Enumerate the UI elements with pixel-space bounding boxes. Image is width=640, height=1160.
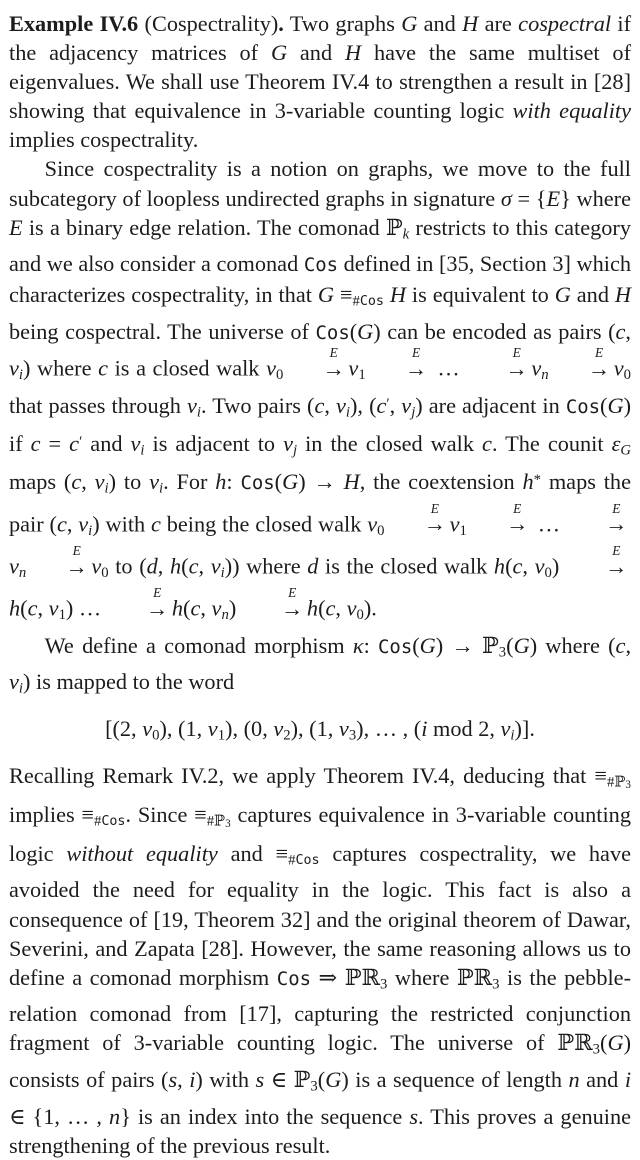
text-run: j [292,442,298,459]
edge-labeled-arrow-icon: E → [605,500,628,537]
text-run: ) to [108,469,150,495]
text-run: (Cospectrality) [144,11,279,36]
text-run: , [157,553,170,579]
text-run: c [56,511,67,537]
text-run: ε [611,431,621,457]
text-run: ( [349,319,358,344]
text-run: ℙ [614,773,626,791]
text-run: ) where [23,355,99,381]
text-run: v [273,715,284,741]
text-run: ). [363,596,377,622]
text-run: v [346,596,357,622]
text-run: v [142,715,153,741]
text-run: ℙ [293,1067,311,1094]
edge-labeled-arrow-icon: E → [281,585,304,622]
text-run: Example IV.6 [9,11,145,36]
text-run: c [71,469,82,495]
edge-labeled-arrow-icon: E → [146,585,169,622]
text-run: v [210,553,221,579]
text-run: , [625,319,631,344]
text-run: v [94,469,105,495]
text-run: c [314,393,325,419]
text-run: v [9,553,19,579]
text-run: 2 [283,727,291,744]
text-run: ), (1, [159,715,208,741]
text-run: 0 [275,367,284,384]
text-run: defined in [35, Section 3] which characterizes cospectrality, in that [9,251,632,308]
text-run: , [81,469,95,495]
text-run: v [266,355,276,381]
text-run: where [387,964,457,990]
text-run: i [624,1067,632,1093]
text-run: implies cospectrality. [9,127,199,153]
text-run: ( [506,632,514,658]
text-run: and [417,11,463,36]
text-run: G [317,282,334,308]
text-run: ), … , ( [356,715,422,741]
text-run: v [449,511,460,537]
text-run: 0 [544,565,552,582]
text-run: is equivalent to [405,282,555,308]
text-run: H [344,40,362,66]
text-run: 1 [358,367,366,384]
text-run: c [98,355,108,381]
text-run: Cos [303,254,339,277]
text-run: G [620,442,631,459]
text-run: ) where ( [529,632,616,658]
text-run: )) where [224,553,308,579]
text-run: that passes through [9,393,187,419]
text-run: ) [551,553,566,579]
text-run: and [82,431,131,457]
text-run: h [306,596,319,622]
text-run: 0 [101,565,109,582]
text-run: s [168,1067,178,1093]
edge-labeled-arrow-icon: E → [505,345,528,381]
text-run: c [27,596,38,622]
text-run: if the adjacency matrices of [9,11,632,66]
text-run: h [9,596,21,622]
text-run: * [533,471,542,488]
text-run: being the closed walk [160,511,368,537]
text-run: Cos [565,396,601,419]
word-mapping-equation [9,714,631,751]
text-run: E [9,214,23,240]
text-run: h [170,553,182,579]
text-run: )]. [514,715,535,741]
text-run: : [363,632,379,658]
text-run: Cos [359,294,384,310]
text-run: ( [274,469,283,495]
text-run: 3 [625,778,631,791]
text-run: n [541,367,549,384]
text-run: c [30,431,41,457]
text-run: 1 [217,727,226,744]
text-run: G [554,282,571,308]
text-run: ′ [386,396,390,413]
text-run: i [18,680,23,697]
text-run: h [171,596,184,622]
text-run: ( [600,393,608,419]
text-run: maps the pair ( [9,469,631,537]
text-run: implies ≡ [9,801,94,827]
text-run: 1 [459,522,467,539]
text-run: ℙℝ [456,964,493,991]
text-run: . The counit [491,431,612,457]
text-run: is the pebble-relation comonad from [17], capturing the restricted conjunction fragment of 3-variable counting logic. The universe of [9,964,631,1056]
text-run: ′ [79,434,83,451]
text-run: 1 [58,607,66,624]
text-run: v [367,511,378,537]
comonad-morphism-paragraph [9,631,631,704]
text-run: # [93,813,102,830]
text-run: Since cospectrality is a notion on graphs, we move to the full subcategory of loopless undirected graphs in signature [9,156,631,211]
edge-labeled-arrow-icon: E → [423,500,446,537]
text-run: h [522,469,534,495]
text-run: . Since ≡ [125,801,207,827]
text-run: v [500,715,511,741]
text-run: ) consists of pairs ( [9,1030,631,1093]
text-run: , [335,596,347,622]
text-run: Cos [101,813,126,829]
text-run: c [151,511,161,537]
text-run: c [188,553,199,579]
text-run: , [198,553,211,579]
text-run: # [206,813,215,830]
text-run: : [226,469,241,495]
text-run: ⇒ [311,964,345,990]
text-run: v [534,553,545,579]
text-run: Cos [295,853,320,868]
text-run: = [40,431,70,457]
text-run: ), (0, [225,715,274,741]
text-run: without equality [66,840,218,866]
edge-labeled-arrow-icon: E → [65,543,88,579]
text-run: maps ( [9,469,72,495]
text-run: 3 [348,727,357,744]
text-run: Recalling Remark IV.2, we apply Theorem IV.4, deducing that ≡ [9,762,607,788]
text-run: # [607,774,615,791]
text-run: 0 [377,522,385,539]
cospectrality-discussion-paragraph [9,154,631,630]
text-run: v [211,596,222,622]
text-run: ( [317,1067,326,1093]
text-run: Cos [315,322,350,344]
text-run: v [9,669,19,695]
text-run: is adjacent to [144,431,284,457]
text-run: c [615,319,626,344]
text-run: to ( [108,553,147,579]
text-run: v [78,511,89,537]
text-run: is a closed walk [108,355,267,381]
example-heading-paragraph [9,9,631,154]
text-run: in the closed walk [297,431,483,457]
text-run: with equality [512,98,631,124]
edge-labeled-arrow-icon: E → [506,500,529,537]
text-run: We define a comonad morphism [44,632,353,658]
text-run: ) → [435,632,483,658]
text-run: G [270,40,288,66]
text-run: i [88,522,93,539]
text-run: 3 [492,976,500,993]
text-run: Cos [378,635,413,658]
text-run: } where [560,185,632,211]
text-run: Cos [240,472,275,495]
text-run: ) is mapped to the word [23,669,235,695]
text-run: G [325,1067,342,1093]
text-run: v [348,355,359,381]
text-run: H [614,282,632,308]
text-run: mod 2, [427,715,501,741]
text-run: and [287,40,345,66]
text-run: G [513,632,530,658]
text-run: , [389,393,402,419]
text-run: 0 [356,607,364,624]
text-run: c [190,596,201,622]
text-run: ≡ [333,282,353,308]
text-run: j [411,405,416,422]
text-run: cospectral [518,11,612,36]
text-run: ℙ [385,214,403,241]
text-run: h [215,469,227,495]
text-run: E [546,185,561,211]
text-run: Two graphs [283,11,402,36]
text-run: ), (1, [290,715,339,741]
text-run: , [522,553,535,579]
text-run: i [158,480,164,497]
text-run: ) can be encoded as pairs ( [373,319,616,344]
text-run: n [109,1103,121,1129]
conclusion-paragraph [9,761,631,1160]
text-run: s [255,1067,265,1093]
text-run: 0 [623,367,631,384]
text-run: . This proves a genuine strengthening of the previous result. [9,1103,631,1158]
text-run: G [401,11,418,36]
text-run: n [221,607,229,624]
text-run: c [482,431,492,457]
text-run: } is an index into the sequence [120,1103,410,1129]
text-run: and [570,282,615,308]
text-run: ) … [65,596,107,622]
text-run: have the same multiset of eigenvalues. We shall use Theorem IV.4 to strengthen a result in [28] showing that equivalence in 3-variable counting logic [9,40,631,124]
text-run: 0 [152,727,160,744]
text-run: ℙℝ [344,964,381,991]
text-run: h [493,553,506,579]
text-run: n [18,565,27,582]
text-run: ( [183,596,191,622]
text-run: ) → [298,469,344,495]
text-run: σ [500,185,512,211]
text-run: ) are adjacent in [415,393,566,419]
text-run: , the coextension [359,469,523,495]
text-run: ( [505,553,513,579]
text-run: 3 [225,817,231,830]
text-run: s [409,1103,419,1129]
text-run: , [177,1067,190,1093]
text-run: is a binary edge relation. The comonad [22,214,386,240]
text-run: ( [181,553,189,579]
text-run: κ [352,632,364,658]
text-run: captures equivalence in 3-variable counting logic [9,801,631,866]
text-run: [(2, [105,715,143,741]
text-run: i [189,1067,196,1093]
text-run: ) with [92,511,152,537]
text-run: being cospectral. The universe of [9,319,316,344]
text-run: c [512,553,523,579]
text-run: ℙℝ [557,1030,593,1057]
text-run: n [568,1067,580,1093]
text-run: ∈ [264,1067,294,1093]
text-run: i [104,480,109,497]
text-run: is the closed walk [318,553,494,579]
document-body [9,9,631,1160]
text-run: v [613,355,624,381]
text-run: ℙ [482,632,499,659]
text-run: ( [600,1030,608,1056]
text-run: Cos [276,967,312,990]
text-run: v [9,355,19,381]
text-run: H [389,282,406,308]
text-run: G [282,469,299,495]
text-run: v [401,393,412,419]
text-run: , [625,632,632,658]
text-run: c [376,393,387,419]
text-run: v [207,715,218,741]
text-run: = { [511,185,547,211]
text-run: and ≡ [217,840,289,866]
text-run: ( [318,596,326,622]
text-run: c [615,632,626,658]
text-run: 3 [498,644,507,661]
text-run: i [220,565,225,582]
text-run: d [146,553,158,579]
text-run: 3 [310,1078,318,1095]
text-run: H [343,469,360,495]
text-run: i [18,367,23,384]
text-run: , [200,596,212,622]
text-run: v [149,469,159,495]
text-run: . Two pairs ( [200,393,315,419]
text-run: … [430,355,467,381]
text-run: ) if [9,393,632,457]
text-run: v [531,355,542,381]
text-run: v [283,431,293,457]
text-run: # [352,293,360,310]
text-run: ∈ {1, … , [9,1103,110,1129]
text-run: ℙ [214,812,226,830]
text-run: , [66,511,79,537]
text-run: ), ( [350,393,377,419]
text-run: c [69,431,80,457]
text-run: # [288,852,296,869]
edge-labeled-arrow-icon: E → [605,543,628,579]
text-run: captures cospectrality, we have avoided the need for equality in the logic. This fact is also a consequence of [19, Theorem 32] and the original theorem of Dawar, Severini, and Zapata [28]. However, the same reasoning allows us to define a comonad morphism [9,840,631,990]
text-run: i [510,727,515,744]
text-run: and [579,1067,625,1093]
edge-labeled-arrow-icon: E → [404,345,428,381]
text-run: c [325,596,336,622]
text-run: v [336,393,346,419]
text-run: , [37,596,49,622]
text-run: v [130,431,141,457]
edge-labeled-arrow-icon: E → [322,345,345,381]
text-run: v [48,596,59,622]
text-run: ) [228,596,242,622]
text-run: G [357,319,374,344]
edge-labeled-arrow-icon: E → [587,345,611,381]
text-run: , [324,393,336,419]
text-run: are [478,11,519,36]
text-run: k [402,226,410,243]
text-run: H [462,11,479,36]
text-run: 3 [380,976,388,993]
text-run: ) with [195,1067,256,1093]
text-run: . [278,11,284,36]
text-run: v [186,393,197,419]
text-run: 3 [592,1041,601,1058]
text-run: ) is a sequence of length [341,1067,569,1093]
text-run: v [338,715,349,741]
text-run: v [91,553,102,579]
text-run: i [345,405,350,422]
text-run: . For [163,469,216,495]
text-run: G [607,393,624,419]
text-run: G [419,632,436,658]
text-run: i [421,715,428,741]
text-run: … [531,511,566,537]
text-run: i [140,442,145,459]
text-run: restricts to this category and we also consider a comonad [9,214,631,277]
text-run: G [607,1030,624,1056]
text-run: i [196,405,201,422]
text-run: ( [412,632,420,658]
text-run: ( [20,596,28,622]
text-run: d [307,553,319,579]
